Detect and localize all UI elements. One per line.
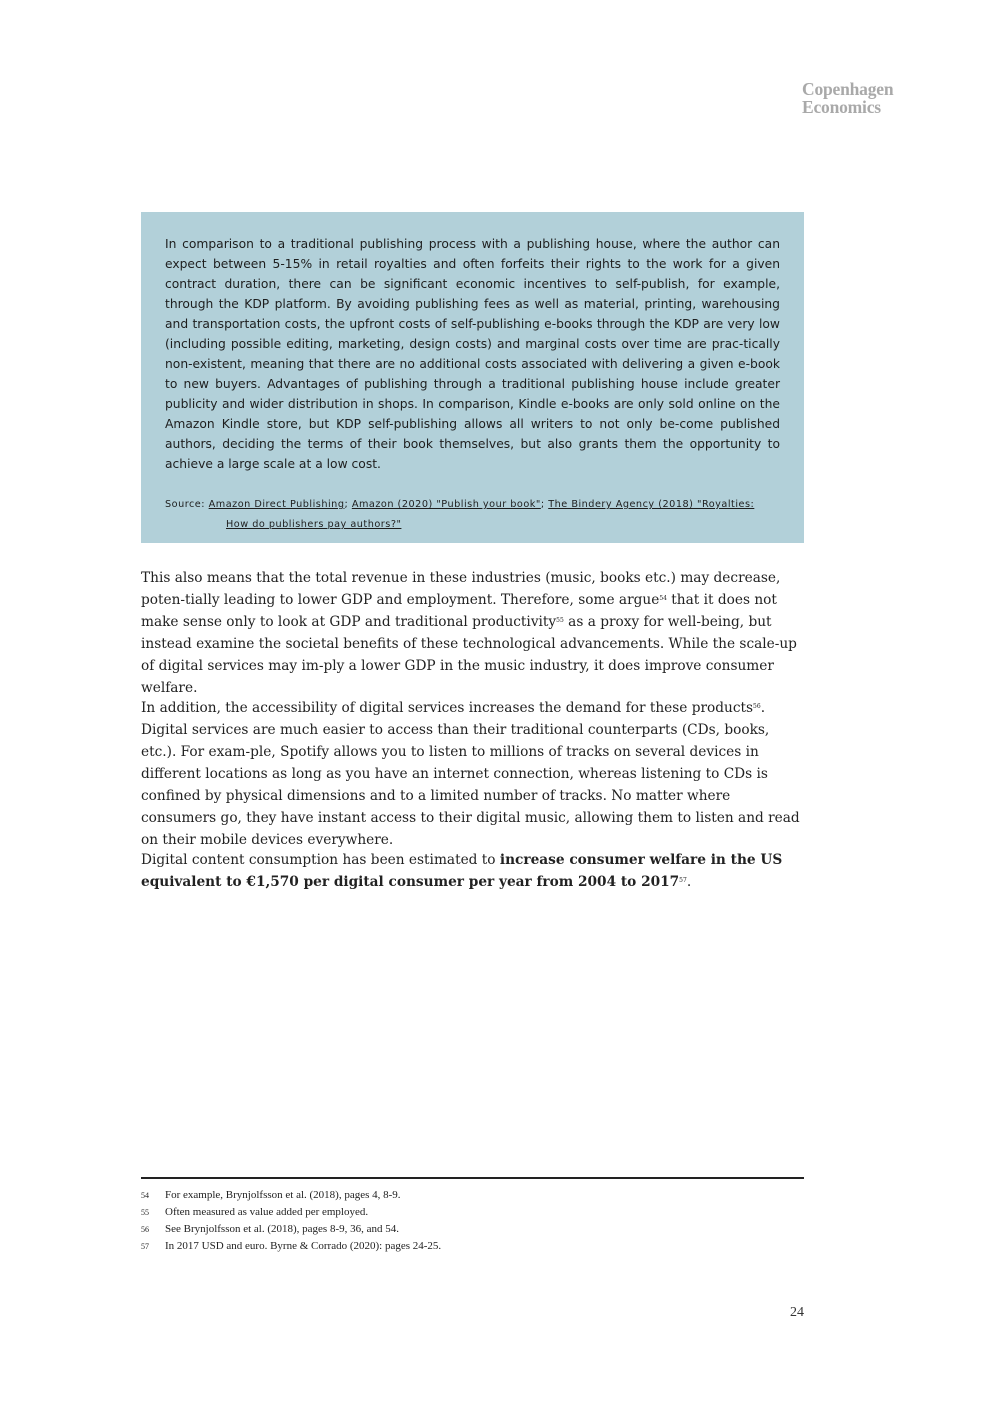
- footnote-ref-55[interactable]: 55: [556, 617, 564, 624]
- link-bindery-agency-royalties[interactable]: The Bindery Agency (2018) "Royalties:: [548, 499, 755, 510]
- link-amazon-publish-your-book[interactable]: Amazon (2020) "Publish your book": [351, 499, 541, 510]
- footnotes: [141, 1187, 804, 1255]
- footnote-item: [141, 1187, 804, 1204]
- footnote-item: [141, 1204, 804, 1221]
- footnote-number: 54: [141, 1191, 149, 1200]
- info-box-text: In comparison to a traditional publishing process with a publishing house, where the author can expect between 5-15% in retail royalties and often forfeits their rights to the work for a given contract duration, there can be significant economic incentives to self-publish, for example, through the KDP platform. By avoiding publishing fees as well as material, printing, warehousing and transportation costs, the upfront costs of self-publishing e-books through the KDP are very low (including possible editing, marketing, design costs) and marginal costs over time are prac-tically non-existent, meaning that there are no additional costs associated with delivering a given e-book to new buyers. Advantages of publishing through a traditional publishing house include greater publicity and wider distribution in shops. In comparison, Kindle e-books are only sold online on the Amazon Kindle store, but KDP self-publishing allows all writers to not only be-come published authors, deciding the terms of their book themselves, but also grants them the opportunity to achieve a large scale at a low cost.: [165, 237, 780, 471]
- footnote-text: Often measured as value added per employed.: [165, 1206, 369, 1218]
- footnote-number: 57: [141, 1242, 149, 1251]
- footnote-item: [141, 1238, 804, 1255]
- footnote-text: See Brynjolfsson et al. (2018), pages 8-9, 36, and 54.: [165, 1223, 400, 1235]
- paragraph-1: This also means that the total revenue in these industries (music, books etc.) may decrease, poten-tially leading to lower GDP and employment. Therefore, some argue$^{54}$ that it does not make sense only to look at GDP and traditional productivity$^{55}$ as a proxy for well-being, but instead examine the societal benefits of these technological advancements. While the scale-up of digital services may im-ply a lower GDP in the music industry, it does improve consumer welfare.: [141, 570, 797, 696]
- paragraph-3: Digital content consumption has been estimated to increase consumer welfare in the US equivalent to €1,570 per digital consumer per year from 2004 to 2017$^{57}$.: [141, 852, 783, 890]
- footnote-divider: [141, 1177, 804, 1179]
- footnote-number: 56: [141, 1225, 149, 1234]
- footnote-item: [141, 1221, 804, 1238]
- link-amazon-direct-publishing[interactable]: Amazon Direct Publishing: [208, 499, 345, 510]
- footnote-text: For example, Brynjolfsson et al. (2018), pages 4, 8-9.: [165, 1189, 401, 1201]
- company-logo: [802, 80, 893, 116]
- source-separator: ;: [344, 499, 349, 510]
- footnote-ref-57[interactable]: 57: [679, 877, 687, 884]
- paragraph-2: In addition, the accessibility of digital services increases the demand for these products$^{56}$. Digital services are much easier to access than their traditional counterparts (CDs, books, etc.). For exam-ple, Spotify allows you to listen to millions of tracks on several devices in different locations as long as you have an internet connection, whereas listening to CDs is confined by physical dimensions and to a limited number of tracks. No matter where consumers go, they have instant access to their digital music, allowing them to listen and read on their mobile devices everywhere.: [141, 700, 800, 848]
- footnote-ref-54[interactable]: 54: [659, 595, 667, 602]
- key-finding: increase consumer welfare in the US equivalent to €1,570 per digital consumer per year from 2004 to 2017: [141, 852, 783, 890]
- footnote-text: In 2017 USD and euro. Byrne & Corrado (2020): pages 24-25.: [165, 1240, 442, 1252]
- link-bindery-agency-royalties-cont[interactable]: How do publishers pay authors?": [226, 519, 402, 530]
- source-line: [165, 495, 780, 535]
- source-separator: ;: [540, 499, 545, 510]
- source-label: Source:: [165, 499, 206, 510]
- info-box: [141, 212, 804, 543]
- logo-line-1: Copenhagen: [802, 79, 894, 99]
- page-number: 24: [790, 1305, 804, 1320]
- footnote-number: 55: [141, 1208, 149, 1217]
- footnote-ref-56[interactable]: 56: [753, 703, 761, 710]
- logo-line-2: Economics: [802, 97, 881, 117]
